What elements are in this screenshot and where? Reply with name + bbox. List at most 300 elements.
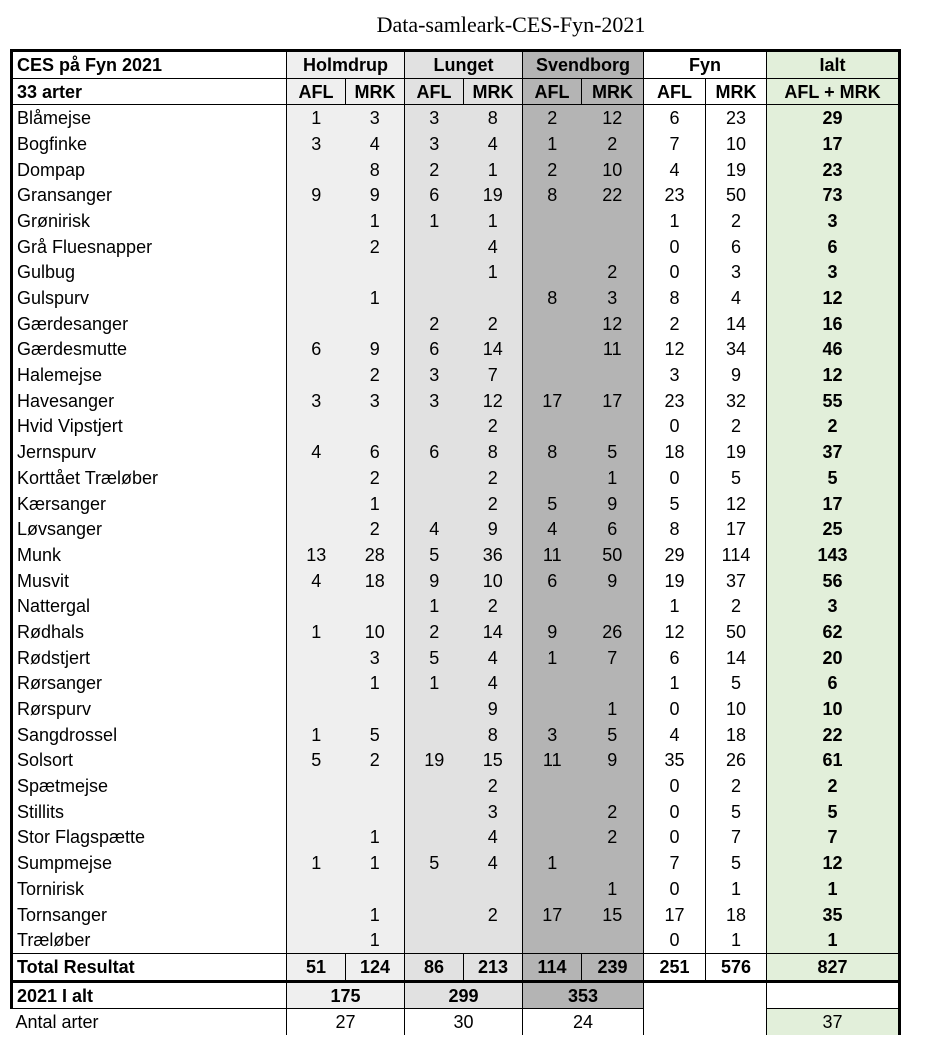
table-row [12,131,900,157]
lunget-afl: 6 [405,439,464,465]
species-name: Solsort [12,748,287,774]
fyn-mrk: 34 [706,337,767,363]
year-total-lunget: 299 [405,981,523,1009]
lunget-afl [405,491,464,517]
svendborg-afl [523,337,582,363]
col-header-mrk: MRK [582,78,644,105]
table-body [12,51,900,1036]
holmdrup-afl: 1 [287,850,346,876]
lunget-mrk: 4 [464,645,523,671]
total-afl-mrk: 62 [767,619,900,645]
fyn-afl: 18 [644,439,706,465]
holmdrup-mrk [346,414,405,440]
holmdrup-mrk: 3 [346,645,405,671]
col-header-afl-mrk: AFL + MRK [767,78,900,105]
fyn-mrk: 50 [706,182,767,208]
fyn-mrk: 3 [706,260,767,286]
species-name: Træløber [12,927,287,953]
holmdrup-afl: 5 [287,748,346,774]
fyn-afl: 7 [644,131,706,157]
lunget-afl: 2 [405,311,464,337]
species-count-total: 37 [767,1009,900,1035]
header-sublabel: 33 arter [12,78,287,105]
fyn-afl: 8 [644,285,706,311]
holmdrup-mrk: 1 [346,671,405,697]
species-count-holmdrup: 27 [287,1009,405,1035]
holmdrup-afl: 3 [287,131,346,157]
species-name: Dompap [12,157,287,183]
fyn-mrk: 9 [706,362,767,388]
total-afl-mrk: 46 [767,337,900,363]
svendborg-mrk: 2 [582,799,644,825]
svendborg-mrk: 1 [582,696,644,722]
fyn-mrk: 12 [706,491,767,517]
total-afl-mrk: 5 [767,465,900,491]
fyn-afl: 0 [644,234,706,260]
svendborg-mrk: 22 [582,182,644,208]
table-row [12,696,900,722]
lunget-afl [405,465,464,491]
total-afl-mrk: 35 [767,902,900,928]
species-name: Sangdrossel [12,722,287,748]
svendborg-afl: 11 [523,542,582,568]
fyn-afl: 1 [644,671,706,697]
lunget-mrk: 2 [464,311,523,337]
svendborg-afl [523,825,582,851]
holmdrup-mrk: 1 [346,927,405,953]
fyn-mrk: 4 [706,285,767,311]
table-row [12,260,900,286]
lunget-mrk: 36 [464,542,523,568]
holmdrup-afl: 6 [287,337,346,363]
species-name: Løvsanger [12,516,287,542]
holmdrup-afl [287,876,346,902]
holmdrup-mrk [346,773,405,799]
table-row [12,234,900,260]
species-name: Gærdesanger [12,311,287,337]
svendborg-afl: 8 [523,285,582,311]
species-count-row [12,1009,900,1035]
species-count-fyn-empty [644,1009,767,1035]
lunget-mrk [464,927,523,953]
fyn-afl: 3 [644,362,706,388]
lunget-afl: 1 [405,671,464,697]
holmdrup-afl [287,773,346,799]
table-row [12,337,900,363]
total-afl-mrk: 12 [767,285,900,311]
svendborg-mrk: 5 [582,439,644,465]
lunget-afl: 2 [405,619,464,645]
col-header-afl: AFL [644,78,706,105]
svendborg-afl: 6 [523,568,582,594]
lunget-afl [405,799,464,825]
species-name: Spætmejse [12,773,287,799]
total-afl-mrk: 12 [767,362,900,388]
svendborg-afl: 1 [523,131,582,157]
total-afl-mrk: 73 [767,182,900,208]
fyn-afl: 2 [644,311,706,337]
col-header-mrk: MRK [346,78,405,105]
total-total-afl-mrk: 827 [767,954,900,982]
fyn-afl: 1 [644,593,706,619]
holmdrup-afl [287,465,346,491]
total-svendborg-mrk: 239 [582,954,644,982]
total-afl-mrk: 3 [767,593,900,619]
table-row [12,105,900,131]
fyn-mrk: 37 [706,568,767,594]
total-holmdrup-mrk: 124 [346,954,405,982]
species-count-lunget: 30 [405,1009,523,1035]
lunget-mrk: 7 [464,362,523,388]
fyn-mrk: 19 [706,157,767,183]
holmdrup-afl [287,208,346,234]
fyn-mrk: 14 [706,311,767,337]
holmdrup-mrk: 1 [346,850,405,876]
table-row [12,671,900,697]
holmdrup-mrk: 18 [346,568,405,594]
lunget-afl [405,876,464,902]
svendborg-mrk [582,362,644,388]
lunget-afl: 6 [405,337,464,363]
svendborg-mrk [582,671,644,697]
lunget-afl: 4 [405,516,464,542]
lunget-afl [405,902,464,928]
table-row [12,362,900,388]
fyn-mrk: 10 [706,131,767,157]
svendborg-mrk [582,593,644,619]
fyn-mrk: 5 [706,799,767,825]
svendborg-mrk: 12 [582,311,644,337]
table-row [12,722,900,748]
total-afl-mrk: 2 [767,414,900,440]
fyn-afl: 1 [644,208,706,234]
holmdrup-mrk: 3 [346,388,405,414]
fyn-afl: 7 [644,850,706,876]
table-row [12,439,900,465]
lunget-mrk: 10 [464,568,523,594]
svendborg-mrk: 50 [582,542,644,568]
svendborg-mrk: 9 [582,748,644,774]
svendborg-afl [523,260,582,286]
lunget-mrk: 8 [464,105,523,131]
total-afl-mrk: 17 [767,131,900,157]
total-afl-mrk: 20 [767,645,900,671]
svendborg-afl: 17 [523,388,582,414]
fyn-mrk: 23 [706,105,767,131]
fyn-afl: 29 [644,542,706,568]
fyn-afl: 0 [644,773,706,799]
col-header-afl: AFL [523,78,582,105]
svendborg-afl: 1 [523,645,582,671]
total-label: Total Resultat [12,954,287,982]
svendborg-mrk: 9 [582,491,644,517]
svendborg-mrk [582,414,644,440]
species-name: Nattergal [12,593,287,619]
lunget-mrk: 1 [464,260,523,286]
fyn-mrk: 19 [706,439,767,465]
lunget-mrk: 4 [464,825,523,851]
species-name: Hvid Vipstjert [12,414,287,440]
total-holmdrup-afl: 51 [287,954,346,982]
fyn-mrk: 1 [706,876,767,902]
table-row [12,388,900,414]
svendborg-afl [523,773,582,799]
lunget-afl: 6 [405,182,464,208]
table-row [12,645,900,671]
species-name: Grå Fluesnapper [12,234,287,260]
fyn-afl: 0 [644,927,706,953]
site-header-svendborg: Svendborg [523,51,644,79]
total-afl-mrk: 22 [767,722,900,748]
holmdrup-afl [287,671,346,697]
total-lunget-afl: 86 [405,954,464,982]
svendborg-mrk [582,927,644,953]
svendborg-afl [523,465,582,491]
holmdrup-mrk: 2 [346,748,405,774]
holmdrup-mrk: 2 [346,234,405,260]
total-lunget-mrk: 213 [464,954,523,982]
total-afl-mrk: 3 [767,260,900,286]
lunget-mrk: 4 [464,131,523,157]
species-name: Halemejse [12,362,287,388]
table-row [12,311,900,337]
table-row [12,902,900,928]
fyn-afl: 0 [644,414,706,440]
lunget-mrk: 2 [464,491,523,517]
lunget-afl: 5 [405,645,464,671]
holmdrup-mrk [346,593,405,619]
svendborg-afl [523,671,582,697]
holmdrup-mrk: 8 [346,157,405,183]
holmdrup-mrk: 9 [346,337,405,363]
species-name: Tornsanger [12,902,287,928]
col-header-mrk: MRK [464,78,523,105]
species-name: Grønirisk [12,208,287,234]
svendborg-afl [523,362,582,388]
svendborg-mrk: 12 [582,105,644,131]
lunget-mrk: 1 [464,157,523,183]
fyn-afl: 0 [644,799,706,825]
species-name: Sumpmejse [12,850,287,876]
holmdrup-afl [287,696,346,722]
fyn-mrk: 17 [706,516,767,542]
year-total-label: 2021 I alt [12,981,287,1009]
lunget-mrk: 15 [464,748,523,774]
lunget-afl: 9 [405,568,464,594]
holmdrup-mrk: 1 [346,208,405,234]
lunget-mrk: 9 [464,696,523,722]
fyn-afl: 17 [644,902,706,928]
table-row [12,773,900,799]
lunget-afl: 19 [405,748,464,774]
fyn-mrk: 18 [706,902,767,928]
fyn-afl: 0 [644,825,706,851]
lunget-afl: 3 [405,362,464,388]
svendborg-afl: 2 [523,157,582,183]
lunget-mrk: 4 [464,671,523,697]
species-name: Gransanger [12,182,287,208]
holmdrup-afl [287,825,346,851]
total-afl-mrk: 17 [767,491,900,517]
species-name: Rørsanger [12,671,287,697]
table-row [12,619,900,645]
holmdrup-afl: 3 [287,388,346,414]
lunget-afl [405,927,464,953]
total-afl-mrk: 25 [767,516,900,542]
fyn-mrk: 32 [706,388,767,414]
lunget-mrk: 2 [464,414,523,440]
lunget-afl [405,773,464,799]
species-name: Musvit [12,568,287,594]
total-afl-mrk: 55 [767,388,900,414]
svendborg-mrk: 9 [582,568,644,594]
holmdrup-mrk [346,696,405,722]
fyn-mrk: 1 [706,927,767,953]
svendborg-afl: 5 [523,491,582,517]
holmdrup-afl: 13 [287,542,346,568]
species-name: Gærdesmutte [12,337,287,363]
lunget-afl [405,722,464,748]
table-row [12,593,900,619]
table-row [12,876,900,902]
fyn-afl: 0 [644,465,706,491]
fyn-afl: 0 [644,260,706,286]
fyn-mrk: 5 [706,850,767,876]
species-name: Munk [12,542,287,568]
total-afl-mrk: 1 [767,927,900,953]
svendborg-afl [523,234,582,260]
total-svendborg-afl: 114 [523,954,582,982]
holmdrup-afl [287,645,346,671]
svendborg-mrk [582,234,644,260]
table-row [12,208,900,234]
svendborg-mrk [582,773,644,799]
species-name: Korttået Træløber [12,465,287,491]
total-afl-mrk: 29 [767,105,900,131]
total-header: Ialt [767,51,900,79]
holmdrup-afl: 4 [287,439,346,465]
fyn-mrk: 2 [706,414,767,440]
lunget-mrk: 2 [464,465,523,491]
lunget-afl: 3 [405,388,464,414]
lunget-afl: 5 [405,850,464,876]
svendborg-afl [523,876,582,902]
species-name: Bogfinke [12,131,287,157]
header-label: CES på Fyn 2021 [12,51,287,79]
svendborg-mrk: 2 [582,260,644,286]
total-afl-mrk: 6 [767,234,900,260]
document-title: Data-samleark-CES-Fyn-2021 [376,12,646,37]
lunget-afl: 1 [405,208,464,234]
fyn-afl: 5 [644,491,706,517]
svendborg-mrk: 7 [582,645,644,671]
holmdrup-mrk: 2 [346,465,405,491]
svendborg-afl [523,696,582,722]
holmdrup-afl [287,593,346,619]
fyn-afl: 0 [644,696,706,722]
table-row [12,516,900,542]
holmdrup-mrk [346,799,405,825]
holmdrup-afl [287,285,346,311]
fyn-afl: 23 [644,388,706,414]
lunget-mrk: 9 [464,516,523,542]
svendborg-mrk: 6 [582,516,644,542]
species-name: Stor Flagspætte [12,825,287,851]
svendborg-afl: 9 [523,619,582,645]
svendborg-afl: 8 [523,182,582,208]
fyn-mrk: 6 [706,234,767,260]
col-header-mrk: MRK [706,78,767,105]
holmdrup-afl [287,927,346,953]
holmdrup-afl [287,362,346,388]
table-row [12,568,900,594]
fyn-mrk: 5 [706,671,767,697]
lunget-afl: 3 [405,105,464,131]
lunget-mrk: 8 [464,722,523,748]
fyn-mrk: 2 [706,593,767,619]
lunget-afl: 2 [405,157,464,183]
header-row-sites [12,51,900,79]
holmdrup-afl [287,902,346,928]
lunget-mrk: 3 [464,799,523,825]
holmdrup-mrk: 5 [346,722,405,748]
species-name: Stillits [12,799,287,825]
holmdrup-mrk [346,260,405,286]
total-afl-mrk: 5 [767,799,900,825]
table-row [12,542,900,568]
total-afl-mrk: 23 [767,157,900,183]
fyn-afl: 6 [644,645,706,671]
svendborg-mrk: 15 [582,902,644,928]
total-afl-mrk: 1 [767,876,900,902]
species-name: Kærsanger [12,491,287,517]
year-total-fyn-empty [644,981,767,1009]
svendborg-mrk: 26 [582,619,644,645]
fyn-mrk: 18 [706,722,767,748]
holmdrup-mrk: 6 [346,439,405,465]
holmdrup-mrk: 1 [346,491,405,517]
holmdrup-afl: 1 [287,722,346,748]
lunget-mrk [464,285,523,311]
table-row [12,465,900,491]
table-row [12,414,900,440]
lunget-mrk: 19 [464,182,523,208]
holmdrup-afl: 4 [287,568,346,594]
species-name: Rørspurv [12,696,287,722]
svendborg-afl [523,799,582,825]
total-afl-mrk: 2 [767,773,900,799]
lunget-afl: 1 [405,593,464,619]
svendborg-mrk: 2 [582,825,644,851]
species-name: Rødstjert [12,645,287,671]
fyn-afl: 4 [644,157,706,183]
holmdrup-mrk [346,876,405,902]
holmdrup-afl [287,311,346,337]
holmdrup-mrk: 1 [346,285,405,311]
holmdrup-afl [287,799,346,825]
fyn-afl: 8 [644,516,706,542]
lunget-mrk [464,876,523,902]
fyn-mrk: 14 [706,645,767,671]
species-name: Tornirisk [12,876,287,902]
holmdrup-afl [287,491,346,517]
fyn-mrk: 7 [706,825,767,851]
header-row-types [12,78,900,105]
lunget-mrk: 12 [464,388,523,414]
lunget-afl [405,234,464,260]
total-row [12,954,900,982]
year-total-row [12,981,900,1009]
